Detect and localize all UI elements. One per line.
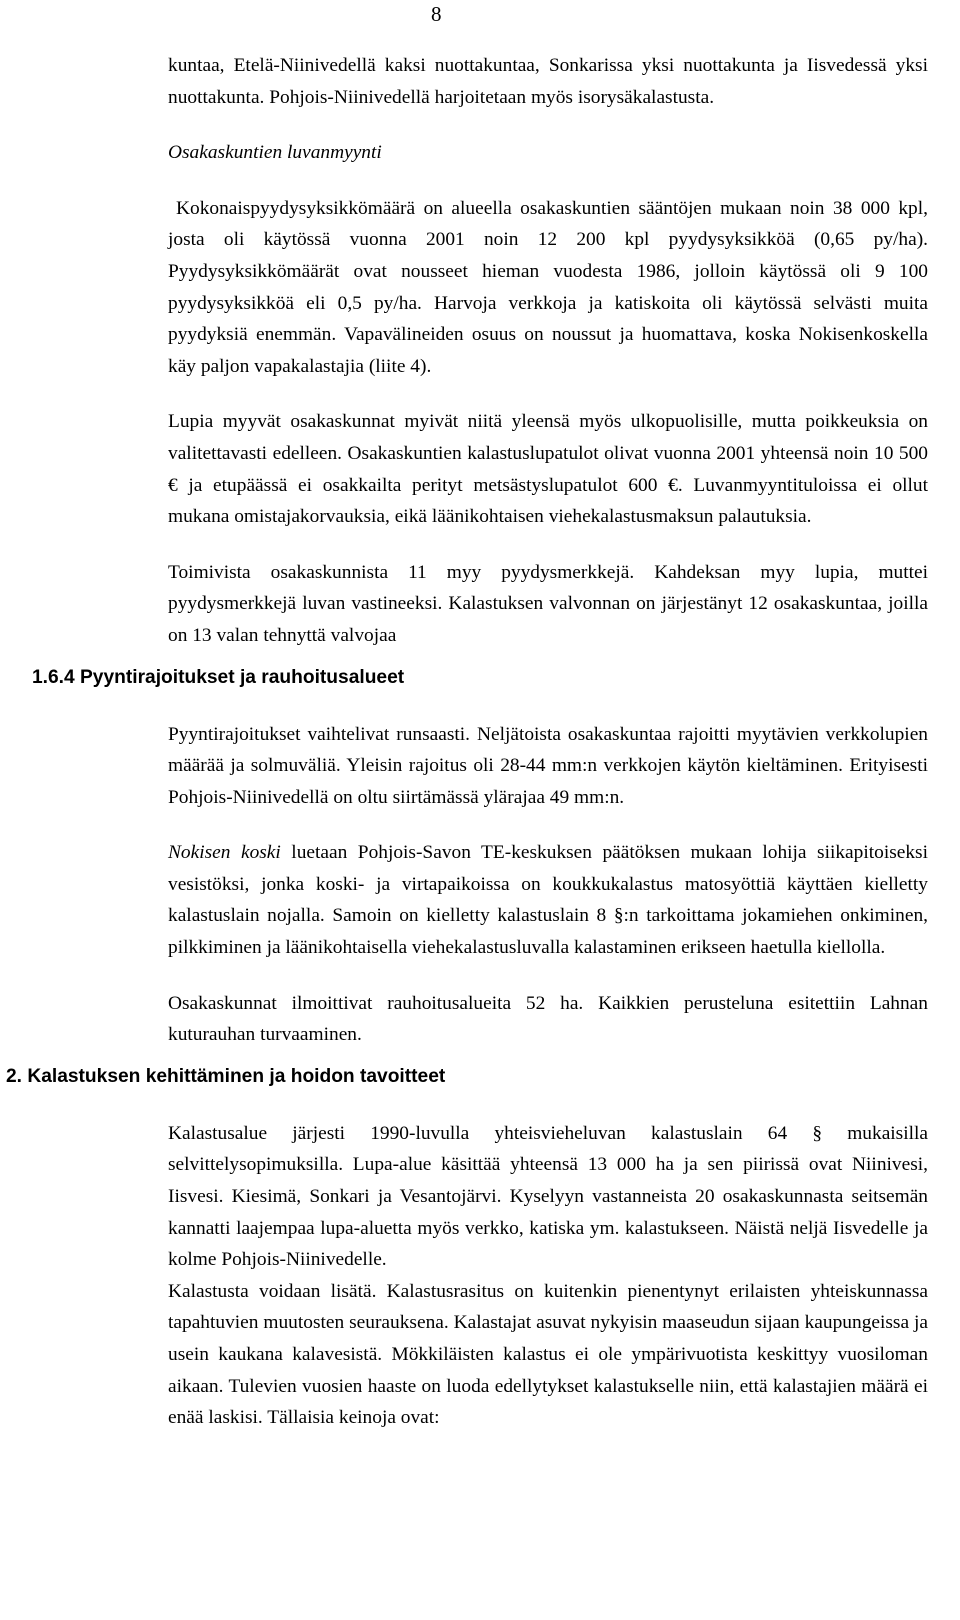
paragraph-164-2-text: luetaan Pohjois-Savon TE-keskuksen päätöksen mukaan lohija siikapitoiseksi vesistöksi, jonka koski- ja virtapaikoissa on koukkukalastus matosyöttiä käyttäen kielletty kalastuslain nojalla. Samoin on kielletty kalastuslain 8 §:n tarkoittama jokamiehen onkiminen, pilkkiminen ja läänikohtaisella viehekalastusluvalla kalastaminen erikseen haetulla kiellolla. (168, 842, 928, 959)
section-heading-2: 2. Kalastuksen kehittäminen ja hoidon tavoitteet (6, 1065, 446, 1087)
page-number: 8 (431, 2, 442, 26)
document-body (6, 50, 928, 1434)
paragraph-intro: kuntaa, Etelä-Niinivedellä kaksi nuottakuntaa, Sonkarissa yksi nuottakunta ja Iisvedessä yksi nuottakunta. Pohjois-Niinivedellä harjoitetaan myös isorysäkalastusta. (168, 55, 928, 108)
paragraph-luvanmyynti-1: Kokonaispyydysyksikkömäärä on alueella osakaskuntien sääntöjen mukaan noin 38 000 kpl, josta oli käytössä vuonna 2001 noin 12 200 kpl pyydysyksikköä (0,65 py/ha). Pyydysyksikkömäärät ovat nousseet hieman vuodesta 1986, jolloin käytössä oli 9 100 pyydysyksikköä eli 0,5 py/ha. Harvoja verkkoja ja katiskoita oli käytössä selvästi muita pyydyksiä enemmän. Vapavälineiden osuus on noussut ja huomattava, koska Nokisenkoskella käy paljon vapakalastajia (liite 4). (168, 197, 928, 377)
paragraph-164-1: Pyyntirajoitukset vaihtelivat runsaasti. Neljätoista osakaskuntaa rajoitti myytävien verkkolupien määrää ja solmuväliä. Yleisin rajoitus oli 28-44 mm:n verkkojen käytön kieltäminen. Erityisesti Pohjois-Niinivedellä on oltu siirtämässä ylärajaa 49 mm:n. (168, 723, 928, 808)
paragraph-luvanmyynti-3: Toimivista osakaskunnista 11 myy pyydysmerkkejä. Kahdeksan myy lupia, muttei pyydysmerkkejä luvan vastineeksi. Kalastuksen valvonnan on järjestänyt 12 osakaskuntaa, joilla on 13 valan tehnyttä valvojaa (168, 561, 928, 646)
paragraph-164-2 (168, 837, 928, 963)
subheading-luvanmyynti: Osakaskuntien luvanmyynti (168, 142, 382, 164)
paragraph-luvanmyynti-2: Lupia myyvät osakaskunnat myivät niitä yleensä myös ulkopuolisille, mutta poikkeuksia on valitettavasti edelleen. Osakaskuntien kalastuslupatulot olivat vuonna 2001 yhteensä noin 10 500 € ja etupäässä ei osakkailta perityt metsästyslupatulot 600 €. Luvanmyyntituloissa ei ollut mukana omistajakorvauksia, eikä läänikohtaisen viehekalastusmaksun palautuksia. (168, 411, 928, 528)
nokisen-koski-emphasis: Nokisen koski (168, 842, 281, 864)
section-heading-1-6-4: 1.6.4 Pyyntirajoitukset ja rauhoitusalueet (32, 666, 405, 688)
paragraph-2-1: Kalastusalue järjesti 1990-luvulla yhteisvieheluvan kalastuslain 64 § mukaisilla selvittelysopimuksilla. Lupa-alue käsittää yhteensä 13 000 ha ja sen piirissä ovat Niinivesi, Iisvesi. Kiesimä, Sonkari ja Vesantojärvi. Kyselyyn vastanneista 20 osakaskunnasta seitsemän kannatti laajempaa lupa-aluetta myös verkko, katiska ym. kalastukseen. Näistä neljä Iisvedelle ja kolme Pohjois-Niinivedelle. (168, 1122, 928, 1271)
paragraph-164-3: Osakaskunnat ilmoittivat rauhoitusalueita 52 ha. Kaikkien perusteluna esitettiin Lahnan kuturauhan turvaaminen. (168, 992, 928, 1046)
paragraph-2-2: Kalastusta voidaan lisätä. Kalastusrasitus on kuitenkin pienentynyt erilaisten yhteiskunnassa tapahtuvien muutosten seurauksena. Kalastajat asuvat nykyisin maaseudun sijaan kaupungeissa ja usein kaukana kalavesistä. Mökkiläisten kalastus ei ole ympärivuotista keskittyy vuosiloman aikaan. Tulevien vuosien haaste on luoda edellytykset kalastukselle niin, että kalastajien määrä ei enää laskisi. Tällaisia keinoja ovat: (168, 1280, 928, 1429)
